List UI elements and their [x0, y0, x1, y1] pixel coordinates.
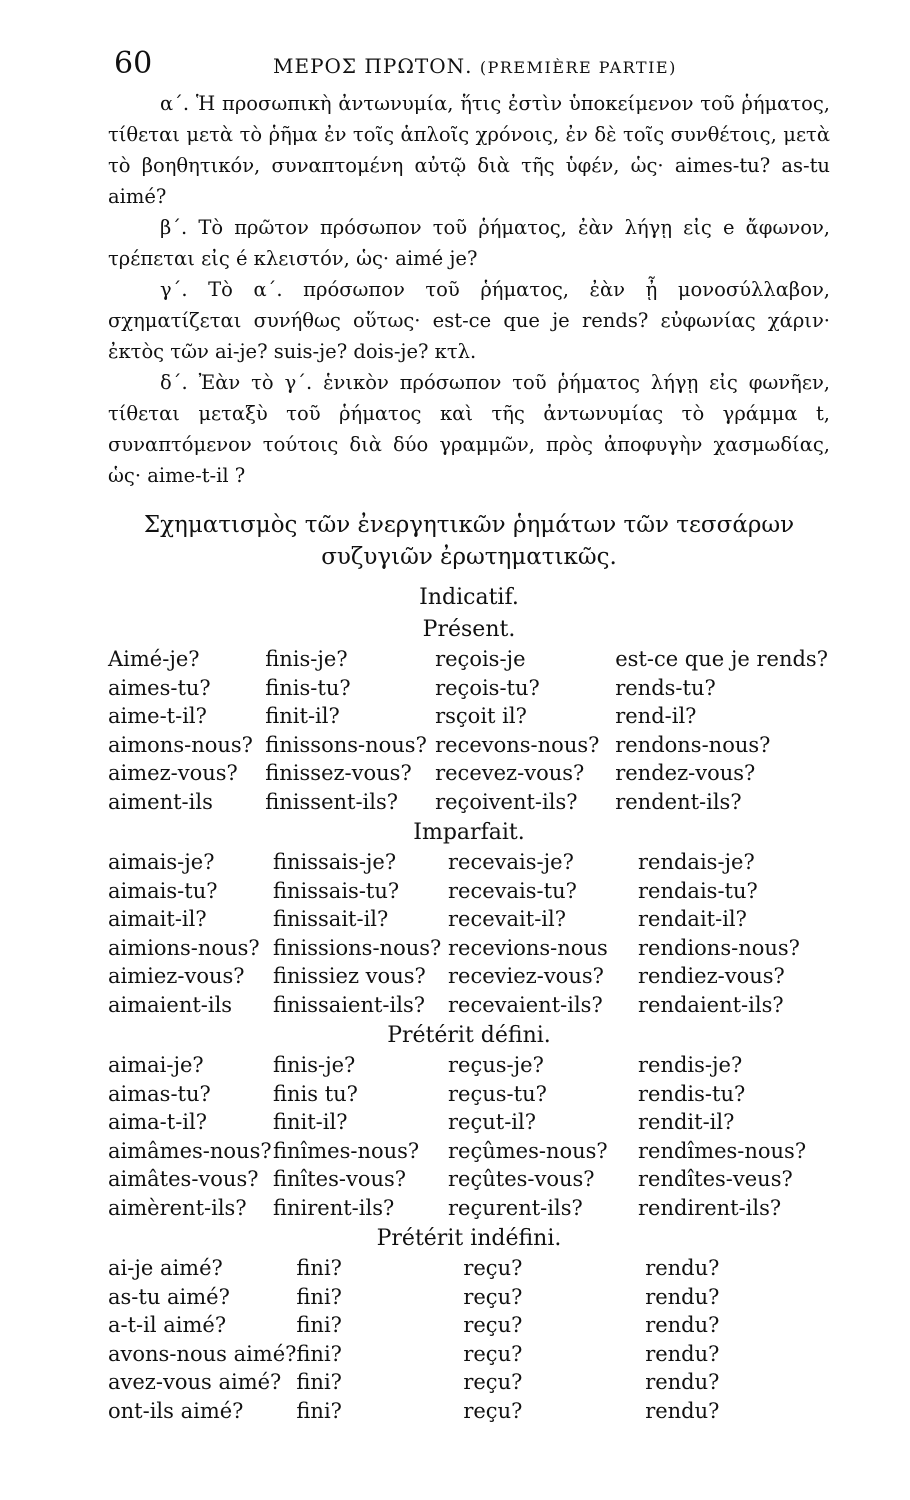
- conjugation-table: [108, 645, 828, 816]
- running-title: [273, 54, 677, 78]
- conjugation-row: [108, 674, 828, 703]
- conjugation-cell: reçu?: [463, 1284, 523, 1309]
- conjugation-cell: recevais-je?: [448, 850, 574, 875]
- conjugation-row: [108, 1397, 828, 1426]
- rule-paragraph-alpha: α΄. Ἡ προσωπικὴ ἀντωνυμία, ἥτις ἐστὶν ὑποκείμενον τοῦ ῥήματος, τίθεται μετὰ τὸ ῥῆμα ἐν τοῖς ἁπλοῖς χρόνοις, ἐν δὲ τοῖς συνθέτοις, μετὰ τὸ βοηθητικόν, συναπτομένη αὐτῷ διὰ τῆς ὑφέν, ὡς· aimes-tu? as-tu aimé?: [108, 92, 830, 208]
- conjugation-cell: finirent-ils?: [273, 1195, 395, 1220]
- conjugation-row: [108, 731, 828, 760]
- conjugation-cell: aima-t-il?: [108, 1110, 207, 1135]
- running-title-greek: ΜΕΡΟΣ ΠΡΩΤΟΝ.: [273, 54, 473, 78]
- conjugation-row: [108, 877, 828, 906]
- conjugation-row: [108, 1051, 828, 1080]
- conjugation-cell: rends-tu?: [615, 675, 716, 700]
- conjugation-cell: rendons-nous?: [615, 732, 771, 757]
- conjugation-cell: recevait-il?: [448, 907, 566, 932]
- conjugation-cell: avons-nous aimé?: [108, 1341, 297, 1366]
- section-heading-line1: Σχηματισμὸς τῶν ἐνεργητικῶν ῥημάτων τῶν τεσσάρων: [143, 512, 795, 538]
- conjugation-cell: aimâtes-vous?: [108, 1167, 259, 1192]
- conjugation-cell: finis-je?: [273, 1053, 356, 1078]
- conjugation-cell: finit-il?: [265, 704, 340, 729]
- conjugation-cell: rendu?: [645, 1284, 720, 1309]
- conjugation-cell: finissiez vous?: [273, 964, 426, 989]
- conjugation-cell: ont-ils aimé?: [108, 1398, 244, 1423]
- conjugation-cell: finis tu?: [273, 1081, 358, 1106]
- conjugation-cell: fini?: [296, 1313, 342, 1338]
- conjugation-row: [108, 1254, 828, 1283]
- conjugation-cell: reçoivent-ils?: [435, 789, 578, 814]
- rule-paragraph-beta: β΄. Τὸ πρῶτον πρόσωπον τοῦ ῥήματος, ἐὰν λήγῃ εἰς e ἄφωνον, τρέπεται εἰς é κλειστόν, ὡς· aimé je?: [108, 216, 830, 270]
- mood-label: Indicatif.: [419, 585, 519, 610]
- conjugation-cell: finissais-tu?: [273, 878, 400, 903]
- conjugation-row: [108, 1137, 828, 1166]
- conjugation-cell: reçu?: [463, 1313, 523, 1338]
- conjugation-cell: rendaient-ils?: [638, 992, 784, 1017]
- conjugation-cell: fini?: [296, 1398, 342, 1423]
- conjugation-row: [108, 645, 828, 674]
- conjugation-cell: fini?: [296, 1284, 342, 1309]
- conjugation-row: [108, 1108, 828, 1137]
- conjugation-cell: rendîtes-veus?: [638, 1167, 793, 1192]
- conjugation-row: [108, 962, 828, 991]
- conjugation-cell: aimâmes-nous?: [108, 1138, 272, 1163]
- conjugation-cell: rendirent-ils?: [638, 1195, 782, 1220]
- conjugation-cell: fini?: [296, 1341, 342, 1366]
- conjugation-cell: reçûtes-vous?: [448, 1167, 595, 1192]
- conjugation-cell: aimions-nous?: [108, 935, 260, 960]
- conjugation-cell: fini?: [296, 1370, 342, 1395]
- conjugation-cell: aimes-tu?: [108, 675, 211, 700]
- conjugation-cell: recevons-nous?: [435, 732, 600, 757]
- conjugation-cell: reçut-il?: [448, 1110, 536, 1135]
- conjugation-cell: reçus-je?: [448, 1053, 544, 1078]
- tense-heading: Prétérit indéfini.: [376, 1226, 562, 1251]
- conjugation-cell: rendent-ils?: [615, 789, 742, 814]
- conjugation-cell: rsçoit il?: [435, 704, 527, 729]
- conjugation-cell: aimas-tu?: [108, 1081, 211, 1106]
- conjugation-cell: reçus-tu?: [448, 1081, 547, 1106]
- rule-paragraph-gamma: γ΄. Τὸ α΄. πρόσωπον τοῦ ῥήματος, ἐὰν ᾖ μονοσύλλαβον, σχηματίζεται συνήθως οὕτως· est-ce que je rends? εὐφωνίας χάριν· ἐκτὸς τῶν ai-je? suis-je? dois-je? κτλ.: [108, 278, 830, 363]
- conjugation-row: [108, 1368, 828, 1397]
- conjugation-row: [108, 848, 828, 877]
- conjugation-cell: rendais-tu?: [638, 878, 758, 903]
- conjugation-cell: rendu?: [645, 1313, 720, 1338]
- conjugation-cell: rendis-je?: [638, 1053, 743, 1078]
- conjugation-row: [108, 1080, 828, 1109]
- conjugation-cell: rendit-il?: [638, 1110, 735, 1135]
- conjugation-cell: rendions-nous?: [638, 935, 800, 960]
- running-title-french: (PREMIÈRE PARTIE): [479, 58, 677, 77]
- conjugation-cell: a-t-il aimé?: [108, 1313, 227, 1338]
- conjugation-cell: aimais-je?: [108, 850, 215, 875]
- conjugation-row: [108, 934, 828, 963]
- conjugation-cell: aime-t-il?: [108, 704, 207, 729]
- conjugation-cell: finit-il?: [273, 1110, 348, 1135]
- conjugation-table: [108, 1254, 828, 1425]
- conjugation-cell: fini?: [296, 1256, 342, 1281]
- conjugation-cell: recevaient-ils?: [448, 992, 603, 1017]
- conjugation-cell: aimaient-ils: [108, 992, 233, 1017]
- tense-heading: Présent.: [422, 617, 516, 642]
- conjugation-tables: [108, 615, 830, 1425]
- conjugation-cell: finis-tu?: [265, 675, 351, 700]
- rule-paragraph-delta: δ΄. Ἐὰν τὸ γ΄. ἑνικὸν πρόσωπον τοῦ ῥήματος λήγῃ εἰς φωνῆεν, τίθεται μεταξὺ τοῦ ῥήματος καὶ τῆς ἀντωνυμίας τὸ γράμμα t, συναπτόμενον τούτοις διὰ δύο γραμμῶν, πρὸς ἀποφυγὴν χασμωδίας, ὡς· aime-t-il ?: [108, 371, 830, 487]
- tense-heading: Imparfait.: [413, 820, 525, 845]
- running-head: [108, 40, 830, 88]
- conjugation-cell: reçu?: [463, 1370, 523, 1395]
- conjugation-cell: finissais-je?: [273, 850, 397, 875]
- conjugation-cell: recevez-vous?: [435, 761, 585, 786]
- conjugation-cell: reçûmes-nous?: [448, 1138, 608, 1163]
- conjugation-cell: finissons-nous?: [265, 732, 427, 757]
- conjugation-cell: finissent-ils?: [265, 789, 399, 814]
- conjugation-cell: finissaient-ils?: [273, 992, 425, 1017]
- conjugation-cell: reçu?: [463, 1398, 523, 1423]
- tense-heading: Prétérit défini.: [387, 1023, 551, 1048]
- conjugation-row: [108, 1194, 828, 1223]
- conjugation-cell: finissions-nous?: [273, 935, 442, 960]
- conjugation-cell: ai-je aimé?: [108, 1256, 223, 1281]
- conjugation-cell: finissait-il?: [273, 907, 389, 932]
- conjugation-cell: rendait-il?: [638, 907, 747, 932]
- page-number: 60: [114, 46, 153, 81]
- conjugation-row: [108, 702, 828, 731]
- conjugation-cell: aimez-vous?: [108, 761, 238, 786]
- conjugation-cell: reçu?: [463, 1341, 523, 1366]
- conjugation-cell: recevions-nous: [448, 935, 608, 960]
- conjugation-cell: rendu?: [645, 1370, 720, 1395]
- conjugation-cell: recevais-tu?: [448, 878, 577, 903]
- conjugation-cell: finissez-vous?: [265, 761, 412, 786]
- conjugation-cell: reçois-je: [435, 647, 526, 672]
- conjugation-cell: rendu?: [645, 1398, 720, 1423]
- conjugation-cell: aiment-ils: [108, 789, 213, 814]
- conjugation-cell: receviez-vous?: [448, 964, 604, 989]
- conjugation-row: [108, 1340, 828, 1369]
- conjugation-cell: finis-je?: [265, 647, 348, 672]
- conjugation-cell: rendez-vous?: [615, 761, 756, 786]
- conjugation-cell: est-ce que je rends?: [615, 647, 828, 672]
- conjugation-table: [108, 1051, 828, 1222]
- conjugation-row: [108, 1311, 828, 1340]
- conjugation-cell: avez-vous aimé?: [108, 1370, 282, 1395]
- section-heading-line2: συζυγιῶν ἐρωτηματικῶς.: [321, 544, 617, 570]
- conjugation-cell: reçu?: [463, 1256, 523, 1281]
- conjugation-cell: finîmes-nous?: [273, 1138, 420, 1163]
- conjugation-row: [108, 1283, 828, 1312]
- conjugation-cell: aimèrent-ils?: [108, 1195, 247, 1220]
- conjugation-row: [108, 1165, 828, 1194]
- conjugation-cell: aimait-il?: [108, 907, 207, 932]
- conjugation-row: [108, 991, 828, 1020]
- conjugation-cell: finîtes-vous?: [273, 1167, 407, 1192]
- conjugation-row: [108, 759, 828, 788]
- conjugation-table: [108, 848, 828, 1019]
- conjugation-cell: rendu?: [645, 1341, 720, 1366]
- conjugation-cell: rend-il?: [615, 704, 697, 729]
- conjugation-row: [108, 788, 828, 817]
- conjugation-cell: reçois-tu?: [435, 675, 540, 700]
- conjugation-cell: rendîmes-nous?: [638, 1138, 807, 1163]
- conjugation-cell: aimons-nous?: [108, 732, 253, 757]
- conjugation-row: [108, 905, 828, 934]
- conjugation-cell: aimai-je?: [108, 1053, 204, 1078]
- conjugation-cell: rendiez-vous?: [638, 964, 785, 989]
- conjugation-cell: aimais-tu?: [108, 878, 218, 903]
- conjugation-cell: rendu?: [645, 1256, 720, 1281]
- conjugation-cell: rendais-je?: [638, 850, 755, 875]
- conjugation-cell: aimiez-vous?: [108, 964, 245, 989]
- conjugation-cell: reçurent-ils?: [448, 1195, 583, 1220]
- conjugation-cell: Aimé-je?: [108, 647, 200, 672]
- conjugation-cell: rendis-tu?: [638, 1081, 746, 1106]
- conjugation-cell: as-tu aimé?: [108, 1284, 230, 1309]
